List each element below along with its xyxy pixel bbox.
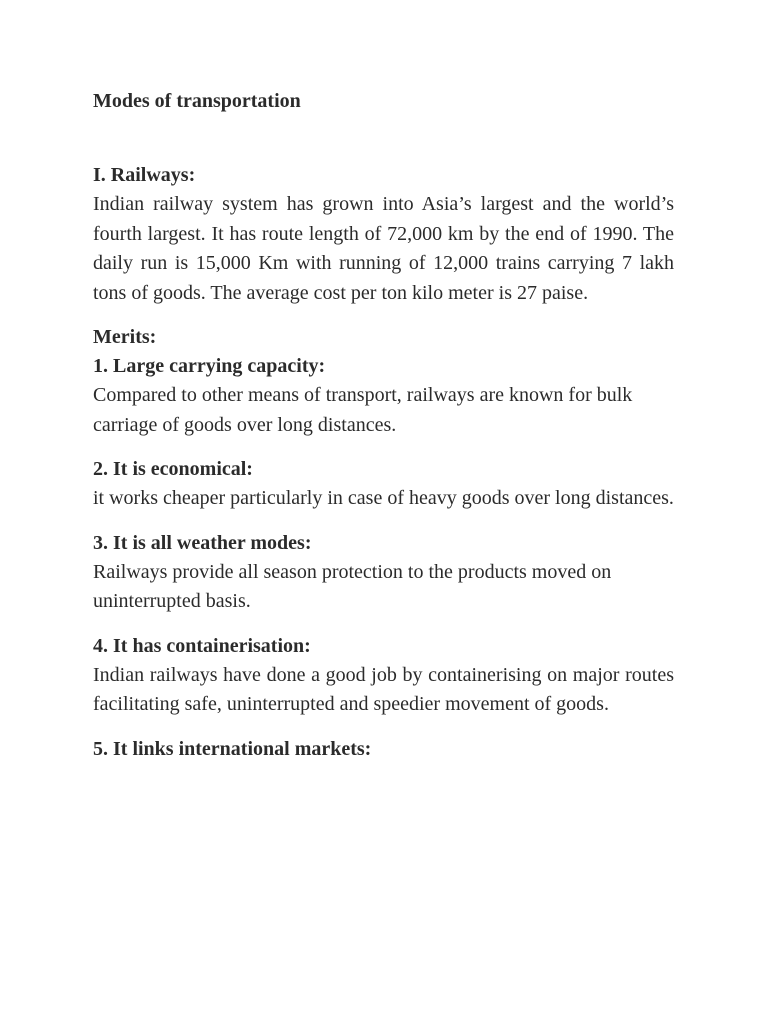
merit-heading: 3. It is all weather modes: xyxy=(93,531,312,554)
section-railways xyxy=(93,161,674,764)
merit-economical xyxy=(93,455,674,514)
merit-text: it works cheaper particularly in case of heavy goods over long distances. xyxy=(93,487,674,509)
merit-containerisation xyxy=(93,632,674,720)
merit-heading: 1. Large carrying capacity: xyxy=(93,355,326,377)
merit-heading: 4. It has containerisation: xyxy=(93,634,311,657)
merit-text: Indian railways have done a good job by containerising on major routes facilitating safe, uninterrupted and speedier movement of goods. xyxy=(93,663,674,715)
section-heading: I. Railways: xyxy=(93,164,196,186)
merit-large-carrying-capacity xyxy=(93,352,674,440)
merits-label: Merits: xyxy=(93,326,157,348)
document-title: Modes of transportation xyxy=(93,90,301,112)
merit-international-markets xyxy=(93,735,674,764)
merit-heading: 2. It is economical: xyxy=(93,458,253,480)
merit-text: Compared to other means of transport, railways are known for bulk carriage of goods over long distances. xyxy=(93,384,633,436)
section-intro-paragraph: Indian railway system has grown into Asia’s largest and the world’s fourth largest. It has route length of 72,000 km by the end of 1990. The daily run is 15,000 Km with running of 12,000 trains carrying 7 lakh tons of goods. The average cost per ton kilo meter is 27 paise. xyxy=(93,193,674,304)
merit-all-weather xyxy=(93,529,674,617)
merit-text: Railways provide all season protection to the products moved on uninterrupted basis. xyxy=(93,560,612,612)
document-body xyxy=(93,86,674,764)
merit-heading: 5. It links international markets: xyxy=(93,737,372,760)
